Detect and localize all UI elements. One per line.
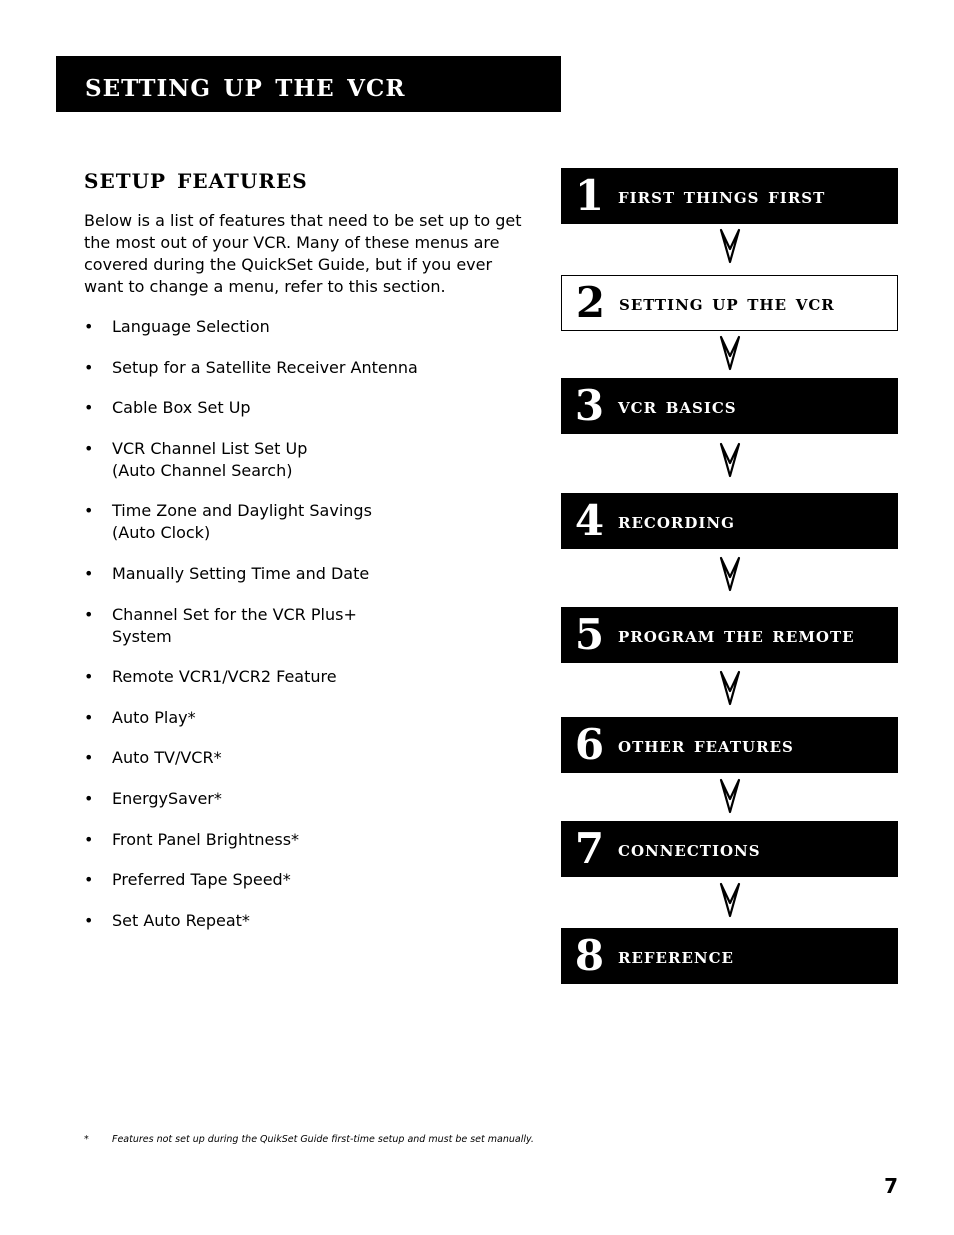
feature-text [112, 829, 299, 851]
down-arrow-icon [718, 669, 742, 707]
feature-text [112, 707, 196, 729]
feature-text [112, 316, 270, 338]
feature-line: Language Selection [112, 317, 270, 336]
chapter-step-label: first things first [618, 183, 826, 209]
bullet-icon: • [84, 748, 94, 767]
chapter-step[interactable] [561, 493, 898, 549]
feature-line: EnergySaver* [112, 789, 222, 808]
bullet-icon: • [84, 605, 94, 624]
chapter-step-label: connections [618, 836, 761, 862]
feature-text [112, 788, 222, 810]
feature-line: Auto TV/VCR* [112, 748, 222, 767]
feature-line: Channel Set for the VCR Plus+ [112, 605, 357, 624]
section-title: setup features [84, 161, 308, 195]
feature-text [112, 500, 372, 544]
feature-line: (Auto Clock) [112, 523, 211, 542]
chapter-step-number: 5 [574, 610, 605, 659]
bullet-icon: • [84, 501, 94, 520]
chapter-step-label: other features [618, 732, 794, 758]
chapter-step-number: 4 [574, 496, 605, 545]
chapter-step-label: recording [618, 508, 735, 534]
chapter-step-label: setting up the vcr [619, 290, 835, 316]
feature-line: Preferred Tape Speed* [112, 870, 291, 889]
chapter-step[interactable] [561, 168, 898, 224]
bullet-icon: • [84, 830, 94, 849]
feature-line: Auto Play* [112, 708, 196, 727]
bullet-icon: • [84, 564, 94, 583]
down-arrow-icon [718, 441, 742, 479]
footnote-symbol: * [84, 1134, 89, 1145]
chapter-step[interactable] [561, 275, 898, 331]
chapter-step-label: vcr basics [618, 393, 737, 419]
feature-line: System [112, 627, 172, 646]
chapter-step-number: 2 [575, 278, 606, 327]
bullet-icon: • [84, 911, 94, 930]
bullet-icon: • [84, 398, 94, 417]
bullet-icon: • [84, 667, 94, 686]
bullet-icon: • [84, 439, 94, 458]
feature-line: Setup for a Satellite Receiver Antenna [112, 358, 418, 377]
feature-text [112, 747, 222, 769]
page-number: 7 [884, 1174, 898, 1198]
feature-line: Set Auto Repeat* [112, 911, 250, 930]
chapter-step[interactable] [561, 928, 898, 984]
chapter-step[interactable] [561, 717, 898, 773]
bullet-icon: • [84, 708, 94, 727]
bullet-icon: • [84, 870, 94, 889]
feature-line: Time Zone and Daylight Savings [112, 501, 372, 520]
chapter-step-number: 6 [574, 720, 605, 769]
chapter-step[interactable] [561, 607, 898, 663]
down-arrow-icon [718, 777, 742, 815]
feature-line: (Auto Channel Search) [112, 461, 293, 480]
feature-line: Cable Box Set Up [112, 398, 251, 417]
footnote-text: Features not set up during the QuikSet Guide first-time setup and must be set manually. [112, 1134, 534, 1145]
down-arrow-icon [718, 334, 742, 372]
chapter-step-label: program the remote [618, 622, 855, 648]
chapter-step-number: 7 [574, 824, 605, 873]
feature-text [112, 910, 250, 932]
bullet-icon: • [84, 317, 94, 336]
bullet-icon: • [84, 789, 94, 808]
chapter-step[interactable] [561, 378, 898, 434]
feature-line: Front Panel Brightness* [112, 830, 300, 849]
chapter-step[interactable] [561, 821, 898, 877]
feature-text [112, 666, 337, 688]
chapter-step-number: 3 [574, 381, 605, 430]
feature-text [112, 357, 418, 379]
feature-text [112, 397, 251, 419]
feature-line: Remote VCR1/VCR2 Feature [112, 667, 337, 686]
chapter-step-number: 8 [574, 931, 605, 980]
chapter-banner [56, 56, 561, 112]
bullet-icon: • [84, 358, 94, 377]
intro-paragraph: Below is a list of features that need to be set up to get the most out of your VCR. Many of these menus are covered during the QuickSet Guide, but if you ever want to change a menu, refer to this section. [84, 211, 522, 296]
chapter-step-number: 1 [574, 171, 605, 220]
down-arrow-icon [718, 227, 742, 265]
feature-text [112, 869, 291, 891]
feature-line: Manually Setting Time and Date [112, 564, 370, 583]
down-arrow-icon [718, 881, 742, 919]
feature-line: VCR Channel List Set Up [112, 439, 308, 458]
chapter-step-label: reference [618, 943, 734, 969]
feature-text [112, 604, 357, 648]
feature-text [112, 563, 369, 585]
chapter-title: setting up the vcr [85, 64, 406, 104]
feature-text [112, 438, 307, 482]
down-arrow-icon [718, 555, 742, 593]
